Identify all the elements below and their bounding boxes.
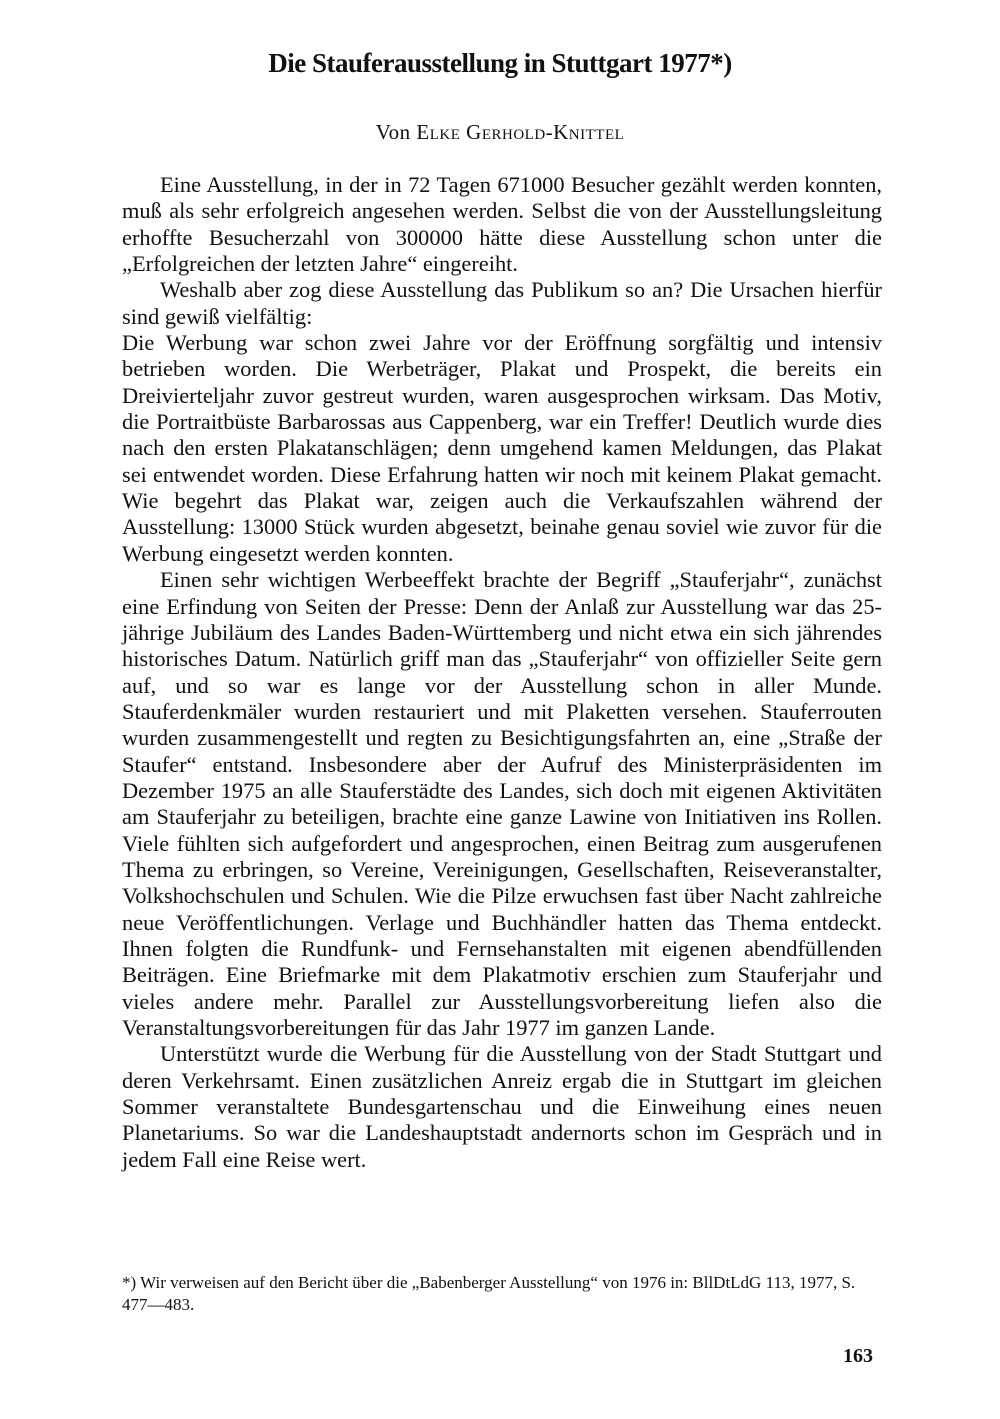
author-line	[0, 120, 1000, 145]
author-name: Elke Gerhold-Knittel	[416, 120, 625, 144]
article-title: Die Stauferausstellung in Stuttgart 1977*)	[268, 48, 732, 78]
footnote: *) Wir verweisen auf den Bericht über die „Babenberger Ausstellung“ von 1976 in: BllDtLdG 113, 1977, S. 477—483.	[122, 1273, 856, 1314]
paragraph-4: Einen sehr wichtigen Werbeeffekt brachte der Begriff „Stauferjahr“, zunächst eine Erfindung von Seiten der Presse: Denn der Anlaß zur Ausstellung war das 25-jährige Jubiläum des Landes Baden-Württemberg und nicht etwa ein sich jährendes historisches Datum. Natürlich griff man das „Stauferjahr“ von offizieller Seite gern auf, und so war es lange vor der Ausstellung schon in aller Munde. Stauferdenkmäler wurden restauriert und mit Plaketten versehen. Stauferrouten wurden zusammengestellt und regten zu Besichtigungsfahrten an, eine „Straße der Staufer“ entstand. Insbesondere aber der Aufruf des Ministerpräsidenten im Dezember 1975 an alle Stauferstädte des Landes, sich doch mit eigenen Aktivitäten am Stauferjahr zu beteiligen, brachte eine ganze Lawine von Initiativen ins Rollen. Viele fühlten sich aufgefordert und angesprochen, einen Beitrag zum ausgerufenen Thema zu erbringen, so Vereine, Vereinigungen, Gesellschaften, Reiseveranstalter, Volkshochschulen und Schulen. Wie die Pilze erwuchsen fast über Nacht zahlreiche neue Veröffentlichungen. Verlage und Buchhändler hatten das Thema entdeckt. Ihnen folgten die Rundfunk- und Fernsehanstalten mit eigenen abendfüllenden Beiträgen. Eine Briefmarke mit dem Plakatmotiv erschien zum Stauferjahr und vieles andere mehr. Parallel zur Ausstellungsvorbereitung liefen also die Veranstaltungsvorbereitungen für das Jahr 1977 im ganzen Lande.	[122, 567, 882, 1040]
paragraph-5: Unterstützt wurde die Werbung für die Ausstellung von der Stadt Stuttgart und deren Verkehrsamt. Einen zusätzlichen Anreiz ergab die in Stuttgart im gleichen Sommer veranstaltete Bundesgartenschau und die Einweihung eines neuen Planetariums. So war die Landeshauptstadt andernorts schon im Gespräch und in jedem Fall eine Reise wert.	[122, 1041, 882, 1172]
article-body	[122, 172, 882, 1173]
author-prefix: Von	[375, 120, 417, 144]
paragraph-1: Eine Ausstellung, in der in 72 Tagen 671000 Besucher gezählt werden konnten, muß als sehr erfolgreich angesehen werden. Selbst die von der Ausstellungsleitung erhoffte Besucherzahl von 300000 hätte diese Ausstellung schon unter die „Erfolgreichen der letzten Jahre“ eingereiht.	[122, 172, 882, 277]
paragraph-2: Weshalb aber zog diese Ausstellung das Publikum so an? Die Ursachen hierfür sind gewiß vielfältig:	[122, 277, 882, 329]
paragraph-3: Die Werbung war schon zwei Jahre vor der Eröffnung sorgfältig und intensiv betrieben worden. Die Werbeträger, Plakat und Prospekt, die bereits ein Dreivierteljahr zuvor gestreut wurden, waren ausgesprochen wirksam. Das Motiv, die Portraitbüste Barbarossas aus Cappenberg, war ein Treffer! Deutlich wurde dies nach den ersten Plakatanschlägen; denn umgehend kamen Meldungen, das Plakat sei entwendet worden. Diese Erfahrung hatten wir noch mit keinem Plakat gemacht. Wie begehrt das Plakat war, zeigen auch die Verkaufszahlen während der Ausstellung: 13000 Stück wurden abgesetzt, beinahe genau soviel wie zuvor für die Werbung eingesetzt werden konnten.	[122, 330, 882, 566]
page-number: 163	[843, 1345, 873, 1367]
